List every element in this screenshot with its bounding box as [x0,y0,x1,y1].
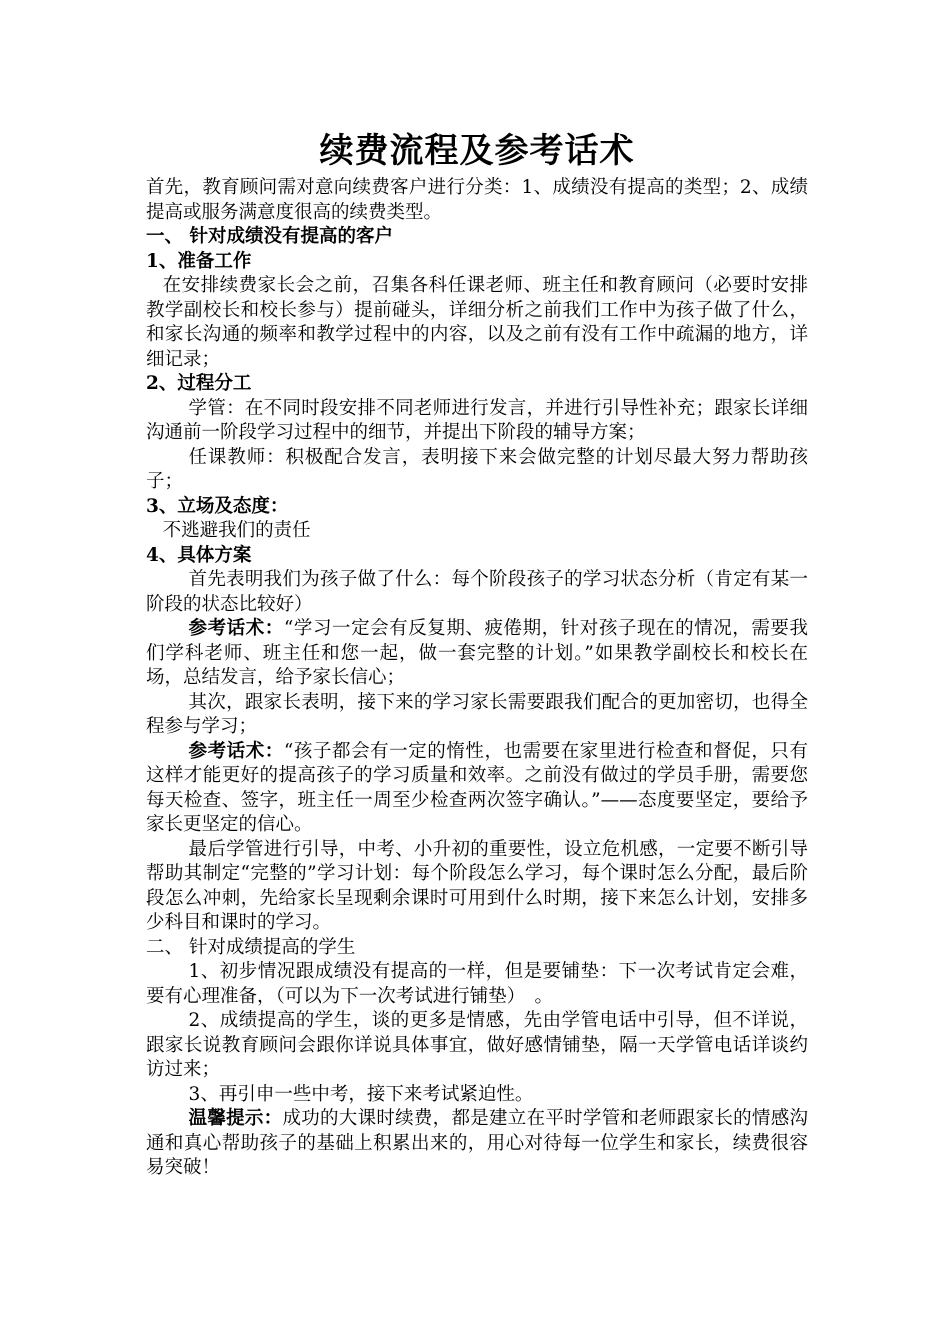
section2-item-2: 2、成绩提高的学生，谈的更多是情感，先由学管电话中引导，但不详说，跟家长说教育顾问会跟你详说具体事宜，做好感情铺垫，隔一天学管电话详谈约访过来； [146,1010,808,1080]
prep-heading: 1、准备工作 [146,250,252,272]
script-paragraph-1 [146,617,808,691]
prep-paragraph: 在安排续费家长会之前，召集各科任课老师、班主任和教育顾问（必要时安排教学副校长和校长参与）提前碰头，详细分析之前我们工作中为孩子做了什么，和家长沟通的频率和教学过程中的内容，以及之前有没有工作中疏漏的地方，详细记录； [146,275,808,370]
tip-text: 成功的大课时续费，都是建立在平时学管和老师跟家长的情感沟通和真心帮助孩子的基础上积累出来的，用心对待每一位学生和家长，续费很容易突破！ [146,1108,808,1178]
process-paragraph-2: 任课教师：积极配合发言，表明接下来会做完整的计划尽最大努力帮助孩子； [146,446,808,492]
script-label-2: 参考话术： [188,740,284,762]
tip-label: 温馨提示： [188,1108,283,1129]
section2-heading: 二、 针对成绩提高的学生 [146,936,356,958]
plan-heading: 4、具体方案 [146,544,252,566]
stance-heading: 3、立场及态度： [146,495,289,517]
document-page [146,128,808,1181]
script-text-2: “孩子都会有一定的惰性，也需要在家里进行检查和督促，只有这样才能更好的提高孩子的学习质量和效率。之前没有做过的学员手册，需要您每天检查、签字，班主任一周至少检查两次签字确认。”——态度要坚定，要给予家长更坚定的信心。 [146,740,808,835]
tip-paragraph [146,1107,808,1181]
section2-item-3: 3、再引申一些中考，接下来考试紧迫性。 [188,1083,534,1105]
process-heading: 2、过程分工 [146,373,252,394]
document-title: 续费流程及参考话术 [319,131,635,171]
process-paragraph-1: 学管：在不同时段安排不同老师进行发言，并进行引导性补充；跟家长详细沟通前一阶段学习过程中的细节，并提出下阶段的辅导方案； [146,397,808,443]
plan-paragraph-2: 其次，跟家长表明，接下来的学习家长需要跟我们配合的更加密切，也得全程参与学习； [146,691,808,737]
script-label-1: 参考话术： [188,618,284,639]
stance-paragraph: 不逃避我们的责任 [162,520,311,541]
plan-paragraph-3: 最后学管进行引导，中考、小升初的重要性，设立危机感，一定要不断引导帮助其制定“完整的”学习计划：每个阶段怎么学习，每个课时怎么分配，最后阶段怎么冲刺，先给家长呈现剩余课时可用到什么时期，接下来怎么计划，安排多少科目和课时的学习。 [146,838,808,933]
script-paragraph-2 [146,740,808,838]
section1-heading: 一、 针对成绩没有提高的客户 [146,226,393,247]
script-text-1: “学习一定会有反复期、疲倦期，针对孩子现在的情况，需要我们学科老师、班主任和您一起，做一套完整的计划。”如果教学副校长和校长在场，总结发言，给予家长信心； [146,618,808,688]
plan-paragraph-1: 首先表明我们为孩子做了什么：每个阶段孩子的学习状态分析（肯定有某一阶段的状态比较好） [146,569,808,615]
intro-paragraph: 首先，教育顾问需对意向续费客户进行分类：1、成绩没有提高的类型；2、成绩提高或服务满意度很高的续费类型。 [146,177,808,223]
section2-item-1: 1、初步情况跟成绩没有提高的一样，但是要铺垫：下一次考试肯定会难，要有心理准备，（可以为下一次考试进行铺垫） 。 [146,961,808,1007]
